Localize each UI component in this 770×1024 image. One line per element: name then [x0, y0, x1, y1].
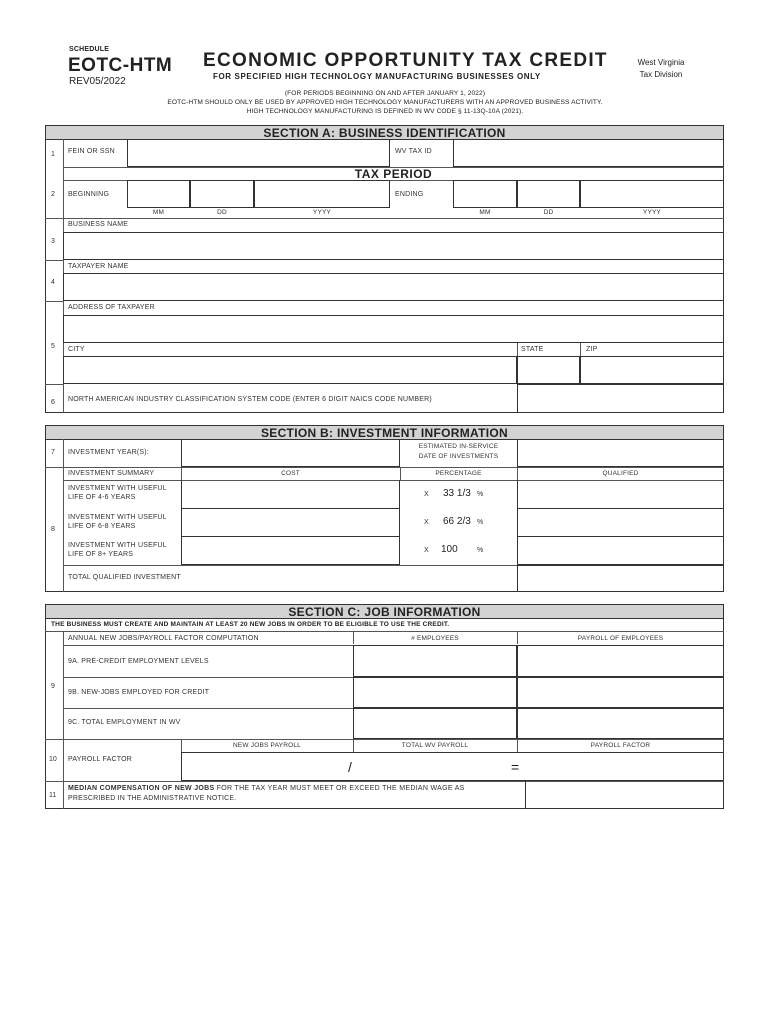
investment-row-label: INVESTMENT WITH USEFUL — [68, 485, 167, 492]
city-input[interactable] — [63, 356, 517, 384]
payroll-9c-input[interactable] — [517, 708, 724, 739]
percentage-value: 100 — [441, 544, 458, 555]
qualified-input-4-6[interactable] — [517, 480, 724, 509]
fein-input[interactable] — [127, 139, 390, 167]
taxpayer-name-input[interactable] — [63, 273, 724, 301]
in-service-date-label-1: ESTIMATED IN-SERVICE — [418, 443, 499, 450]
percentage-value: 33 1/3 — [443, 488, 471, 499]
jobs-requirement: THE BUSINESS MUST CREATE AND MAINTAIN AT LEAST 20 NEW JOBS IN ORDER TO BE ELIGIBLE TO USE THE CREDIT. — [51, 621, 450, 628]
end-year-input[interactable] — [580, 180, 724, 208]
investment-years-input[interactable] — [181, 439, 400, 467]
form-title: ECONOMIC OPPORTUNITY TAX CREDIT — [203, 50, 608, 71]
jobs-computation-header: ANNUAL NEW JOBS/PAYROLL FACTOR COMPUTATION — [68, 635, 259, 642]
taxpayer-name-label: TAXPAYER NAME — [68, 263, 129, 270]
divide-sign: / — [348, 759, 352, 775]
line-4-number: 4 — [51, 279, 55, 286]
form-revision: REV05/2022 — [69, 76, 126, 87]
form-subtitle: FOR SPECIFIED HIGH TECHNOLOGY MANUFACTURING BUSINESSES ONLY — [213, 72, 541, 81]
cost-input-8-plus[interactable] — [181, 536, 400, 565]
percentage-header: PERCENTAGE — [435, 470, 482, 477]
naics-input[interactable] — [517, 384, 724, 413]
end-month-input[interactable] — [453, 180, 517, 208]
line-9-number: 9 — [51, 683, 55, 690]
begin-month-input[interactable] — [127, 180, 190, 208]
line-11-number: 11 — [49, 792, 57, 799]
begin-mm-caption: MM — [152, 209, 165, 216]
begin-dd-caption: DD — [217, 209, 227, 216]
payroll-factor-label: PAYROLL FACTOR — [68, 756, 133, 763]
payroll-employees-header: PAYROLL OF EMPLOYEES — [577, 635, 664, 642]
begin-day-input[interactable] — [190, 180, 254, 208]
form-code: EOTC-HTM — [68, 55, 173, 76]
beginning-label: BEGINNING — [68, 191, 110, 198]
address-input[interactable] — [63, 315, 724, 343]
payroll-9a-input[interactable] — [517, 645, 724, 677]
business-name-input[interactable] — [63, 232, 724, 260]
multiply-sign: X — [424, 547, 429, 554]
payroll-9b-input[interactable] — [517, 677, 724, 708]
city-label: CITY — [68, 346, 85, 353]
investment-row-label: LIFE OF 8+ YEARS — [68, 551, 134, 558]
begin-yyyy-caption: YYYY — [312, 209, 332, 216]
state-input[interactable] — [517, 356, 580, 384]
state-label: STATE — [521, 346, 544, 353]
section-b-title: SECTION B: INVESTMENT INFORMATION — [45, 425, 724, 440]
investment-row-label: INVESTMENT WITH USEFUL — [68, 542, 167, 549]
address-label: ADDRESS OF TAXPAYER — [68, 304, 155, 311]
zip-label: ZIP — [586, 346, 598, 353]
line-8-number: 8 — [51, 526, 55, 533]
employees-9a-input[interactable] — [353, 645, 517, 677]
median-compensation-input[interactable] — [525, 781, 724, 809]
cost-header: COST — [281, 470, 300, 477]
in-service-date-input[interactable] — [517, 439, 724, 467]
payroll-factor-inputs[interactable] — [181, 752, 724, 781]
note-periods: (FOR PERIODS BEGINNING ON AND AFTER JANUARY 1, 2022) — [284, 90, 486, 97]
investment-years-label: INVESTMENT YEAR(S): — [68, 449, 149, 456]
employees-9c-input[interactable] — [353, 708, 517, 739]
total-qualified-input[interactable] — [517, 565, 724, 592]
investment-row-label: LIFE OF 4-6 YEARS — [68, 494, 136, 501]
percent-sign: % — [477, 547, 484, 554]
note-approved: EOTC-HTM SHOULD ONLY BE USED BY APPROVED HIGH TECHNOLOGY MANUFACTURERS WITH AN APPROVED BUSINESS ACTIVITY. — [167, 99, 603, 106]
business-name-label: BUSINESS NAME — [68, 221, 129, 228]
line-2-number: 2 — [51, 191, 55, 198]
line-10-number: 10 — [49, 756, 57, 763]
note-definition: HIGH TECHNOLOGY MANUFACTURING IS DEFINED IN WV CODE § 11-13Q-10A (2021). — [246, 108, 524, 115]
investment-row-label: INVESTMENT WITH USEFUL — [68, 514, 167, 521]
schedule-label: SCHEDULE — [69, 46, 110, 53]
row-9a-label: 9A. PRE-CREDIT EMPLOYMENT LEVELS — [68, 658, 209, 665]
wv-tax-id-label: WV TAX ID — [395, 148, 432, 155]
multiply-sign: X — [424, 491, 429, 498]
median-compensation-rest: FOR THE TAX YEAR MUST MEET OR EXCEED THE MEDIAN WAGE AS — [214, 785, 465, 792]
multiply-sign: X — [424, 519, 429, 526]
qualified-input-6-8[interactable] — [517, 508, 724, 537]
zip-input[interactable] — [580, 356, 724, 384]
qualified-input-8-plus[interactable] — [517, 536, 724, 565]
percent-sign: % — [477, 519, 484, 526]
cost-input-4-6[interactable] — [181, 480, 400, 509]
end-day-input[interactable] — [517, 180, 580, 208]
cost-input-6-8[interactable] — [181, 508, 400, 537]
ending-label: ENDING — [395, 191, 424, 198]
line-6-number: 6 — [51, 399, 55, 406]
employees-9b-input[interactable] — [353, 677, 517, 708]
total-qualified-label: TOTAL QUALIFIED INVESTMENT — [68, 574, 181, 581]
equals-sign: = — [511, 759, 520, 775]
in-service-date-label-2: DATE OF INVESTMENTS — [418, 453, 499, 460]
median-compensation-bold: MEDIAN COMPENSATION OF NEW JOBS — [68, 785, 215, 792]
line-5-number: 5 — [51, 343, 55, 350]
new-jobs-payroll-header: NEW JOBS PAYROLL — [233, 742, 301, 749]
median-compensation-line2: PRESCRIBED IN THE ADMINISTRATIVE NOTICE. — [68, 795, 237, 802]
agency-state: West Virginia — [637, 58, 685, 67]
agency-division: Tax Division — [639, 70, 683, 79]
line-3-number: 3 — [51, 238, 55, 245]
investment-row-label: LIFE OF 6-8 YEARS — [68, 523, 136, 530]
total-wv-payroll-header: TOTAL WV PAYROLL — [401, 742, 469, 749]
section-c-title: SECTION C: JOB INFORMATION — [45, 604, 724, 619]
wv-tax-id-input[interactable] — [453, 139, 724, 167]
median-compensation-text — [68, 785, 465, 792]
line-1-number: 1 — [51, 151, 55, 158]
end-yyyy-caption: YYYY — [642, 209, 662, 216]
employees-header: # EMPLOYEES — [411, 635, 459, 642]
begin-year-input[interactable] — [254, 180, 390, 208]
investment-summary-header: INVESTMENT SUMMARY — [68, 470, 155, 477]
fein-label: FEIN OR SSN — [68, 148, 115, 155]
line-7-number: 7 — [51, 449, 55, 456]
end-mm-caption: MM — [479, 209, 491, 216]
end-dd-caption: DD — [543, 209, 554, 216]
percent-sign: % — [477, 491, 484, 498]
payroll-factor-header: PAYROLL FACTOR — [590, 742, 651, 749]
percentage-value: 66 2/3 — [443, 516, 471, 527]
row-9b-label: 9B. NEW-JOBS EMPLOYED FOR CREDIT — [68, 689, 210, 696]
qualified-header: QUALIFIED — [602, 470, 639, 477]
row-9c-label: 9C. TOTAL EMPLOYMENT IN WV — [68, 719, 181, 726]
naics-label: NORTH AMERICAN INDUSTRY CLASSIFICATION SYSTEM CODE (ENTER 6 DIGIT NAICS CODE NUMBER) — [68, 396, 432, 403]
section-a-title: SECTION A: BUSINESS IDENTIFICATION — [45, 125, 724, 140]
tax-period-title: TAX PERIOD — [354, 167, 433, 181]
